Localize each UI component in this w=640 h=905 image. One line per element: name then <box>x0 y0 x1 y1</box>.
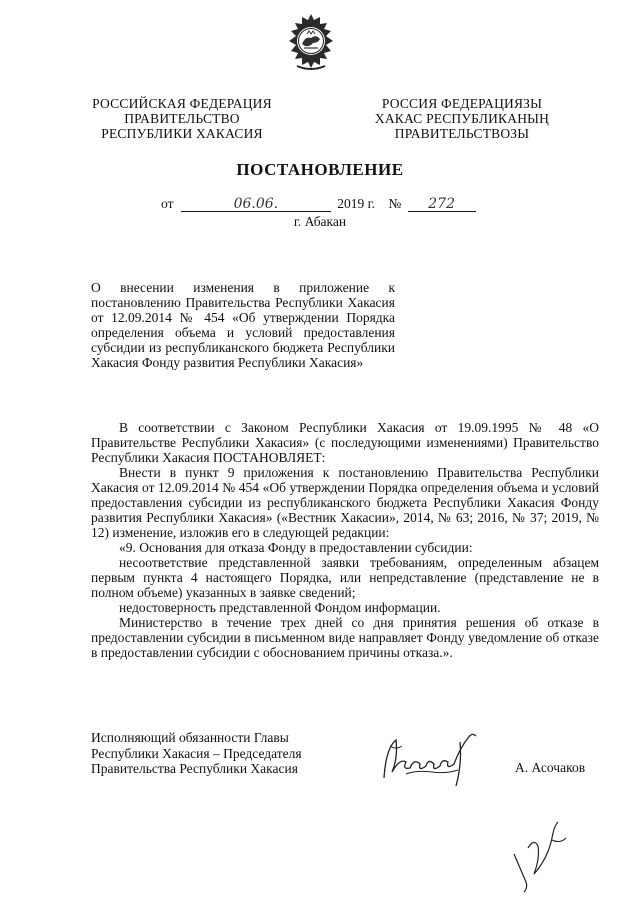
signatory-position-line: Республики Хакасия – Председателя <box>91 745 302 761</box>
date-day-month: 06.06. <box>233 196 279 212</box>
header-right-line: РОССИЯ ФЕДЕРАЦИЯЗЫ <box>381 96 543 111</box>
city: г. Абакан <box>293 214 347 229</box>
signatory-name: А. Асочаков <box>515 760 586 775</box>
header-right-line: ПРАВИТЕЛЬСТВОЗЫ <box>394 126 530 141</box>
body-paragraph: несоответствие представленной заявки требованиям, определенным абзацем первым пункта 4 настоящего Порядка, или непредставление (представление не в полном объеме) указанных в заявке сведений; <box>91 555 599 600</box>
date-field <box>181 196 331 212</box>
body-paragraph: Внести в пункт 9 приложения к постановлению Правительства Республики Хакасия от 12.09.2014 № 454 «Об утверждении Порядка определения объема и условий предоставления субсидии из республиканского бюджета Республики Хакасия Фонду развития Республики Хакасия» («Вестник Хакасии», 2014, № 63; 2016, № 37; 2019, № 12) изменение, изложив его в следующей редакции: <box>91 465 599 540</box>
body-paragraph: В соответствии с Законом Республики Хакасия от 19.09.1995 № 48 «О Правительстве Республики Хакасия» (с последующими изменениями) Правительство Республики Хакасия ПОСТАНОВЛЯЕТ: <box>91 420 599 465</box>
header-left-line: РОССИЙСКАЯ ФЕДЕРАЦИЯ <box>92 96 272 111</box>
date-line <box>161 196 476 212</box>
document-title: ПОСТАНОВЛЕНИЕ <box>236 160 404 179</box>
number-field <box>408 196 476 212</box>
header-right-line: ХАКАС РЕСПУБЛИКАНЫҢ <box>374 111 550 126</box>
body-paragraph: недостоверность представленной Фондом информации. <box>119 600 441 615</box>
date-prefix: от <box>161 196 174 211</box>
number-label: № <box>388 196 402 211</box>
header-left <box>72 96 292 141</box>
signatory-position <box>91 730 302 777</box>
coat-of-arms-emblem <box>283 12 339 74</box>
document-number: 272 <box>428 196 455 212</box>
header-right <box>352 96 572 141</box>
signatory-position-line: Исполняющий обязанности Главы <box>91 730 289 745</box>
header-left-line: ПРАВИТЕЛЬСТВО <box>124 111 240 126</box>
body-paragraph: «9. Основания для отказа Фонду в предоставлении субсидии: <box>119 540 473 555</box>
date-year: 2019 г. <box>337 196 375 211</box>
document-body <box>91 420 599 660</box>
signatory-position-line: Правительства Республики Хакасия <box>91 761 298 776</box>
handwritten-mark <box>508 818 574 894</box>
handwritten-signature <box>376 728 486 790</box>
document-subject: О внесении изменения в приложение к постановлению Правительства Республики Хакасия от 12.09.2014 № 454 «Об утверждении Порядка определения объема и условий предоставления субсидии из республиканского бюджета Республики Хакасия Фонду развития Республики Хакасия» <box>91 280 395 370</box>
header-left-line: РЕСПУБЛИКИ ХАКАСИЯ <box>101 126 263 141</box>
body-paragraph: Министерство в течение трех дней со дня принятия решения об отказе в предоставлении субсидии в письменном виде направляет Фонду уведомление об отказе в предоставлении субсидии с обоснованием причины отказа.». <box>91 615 599 660</box>
